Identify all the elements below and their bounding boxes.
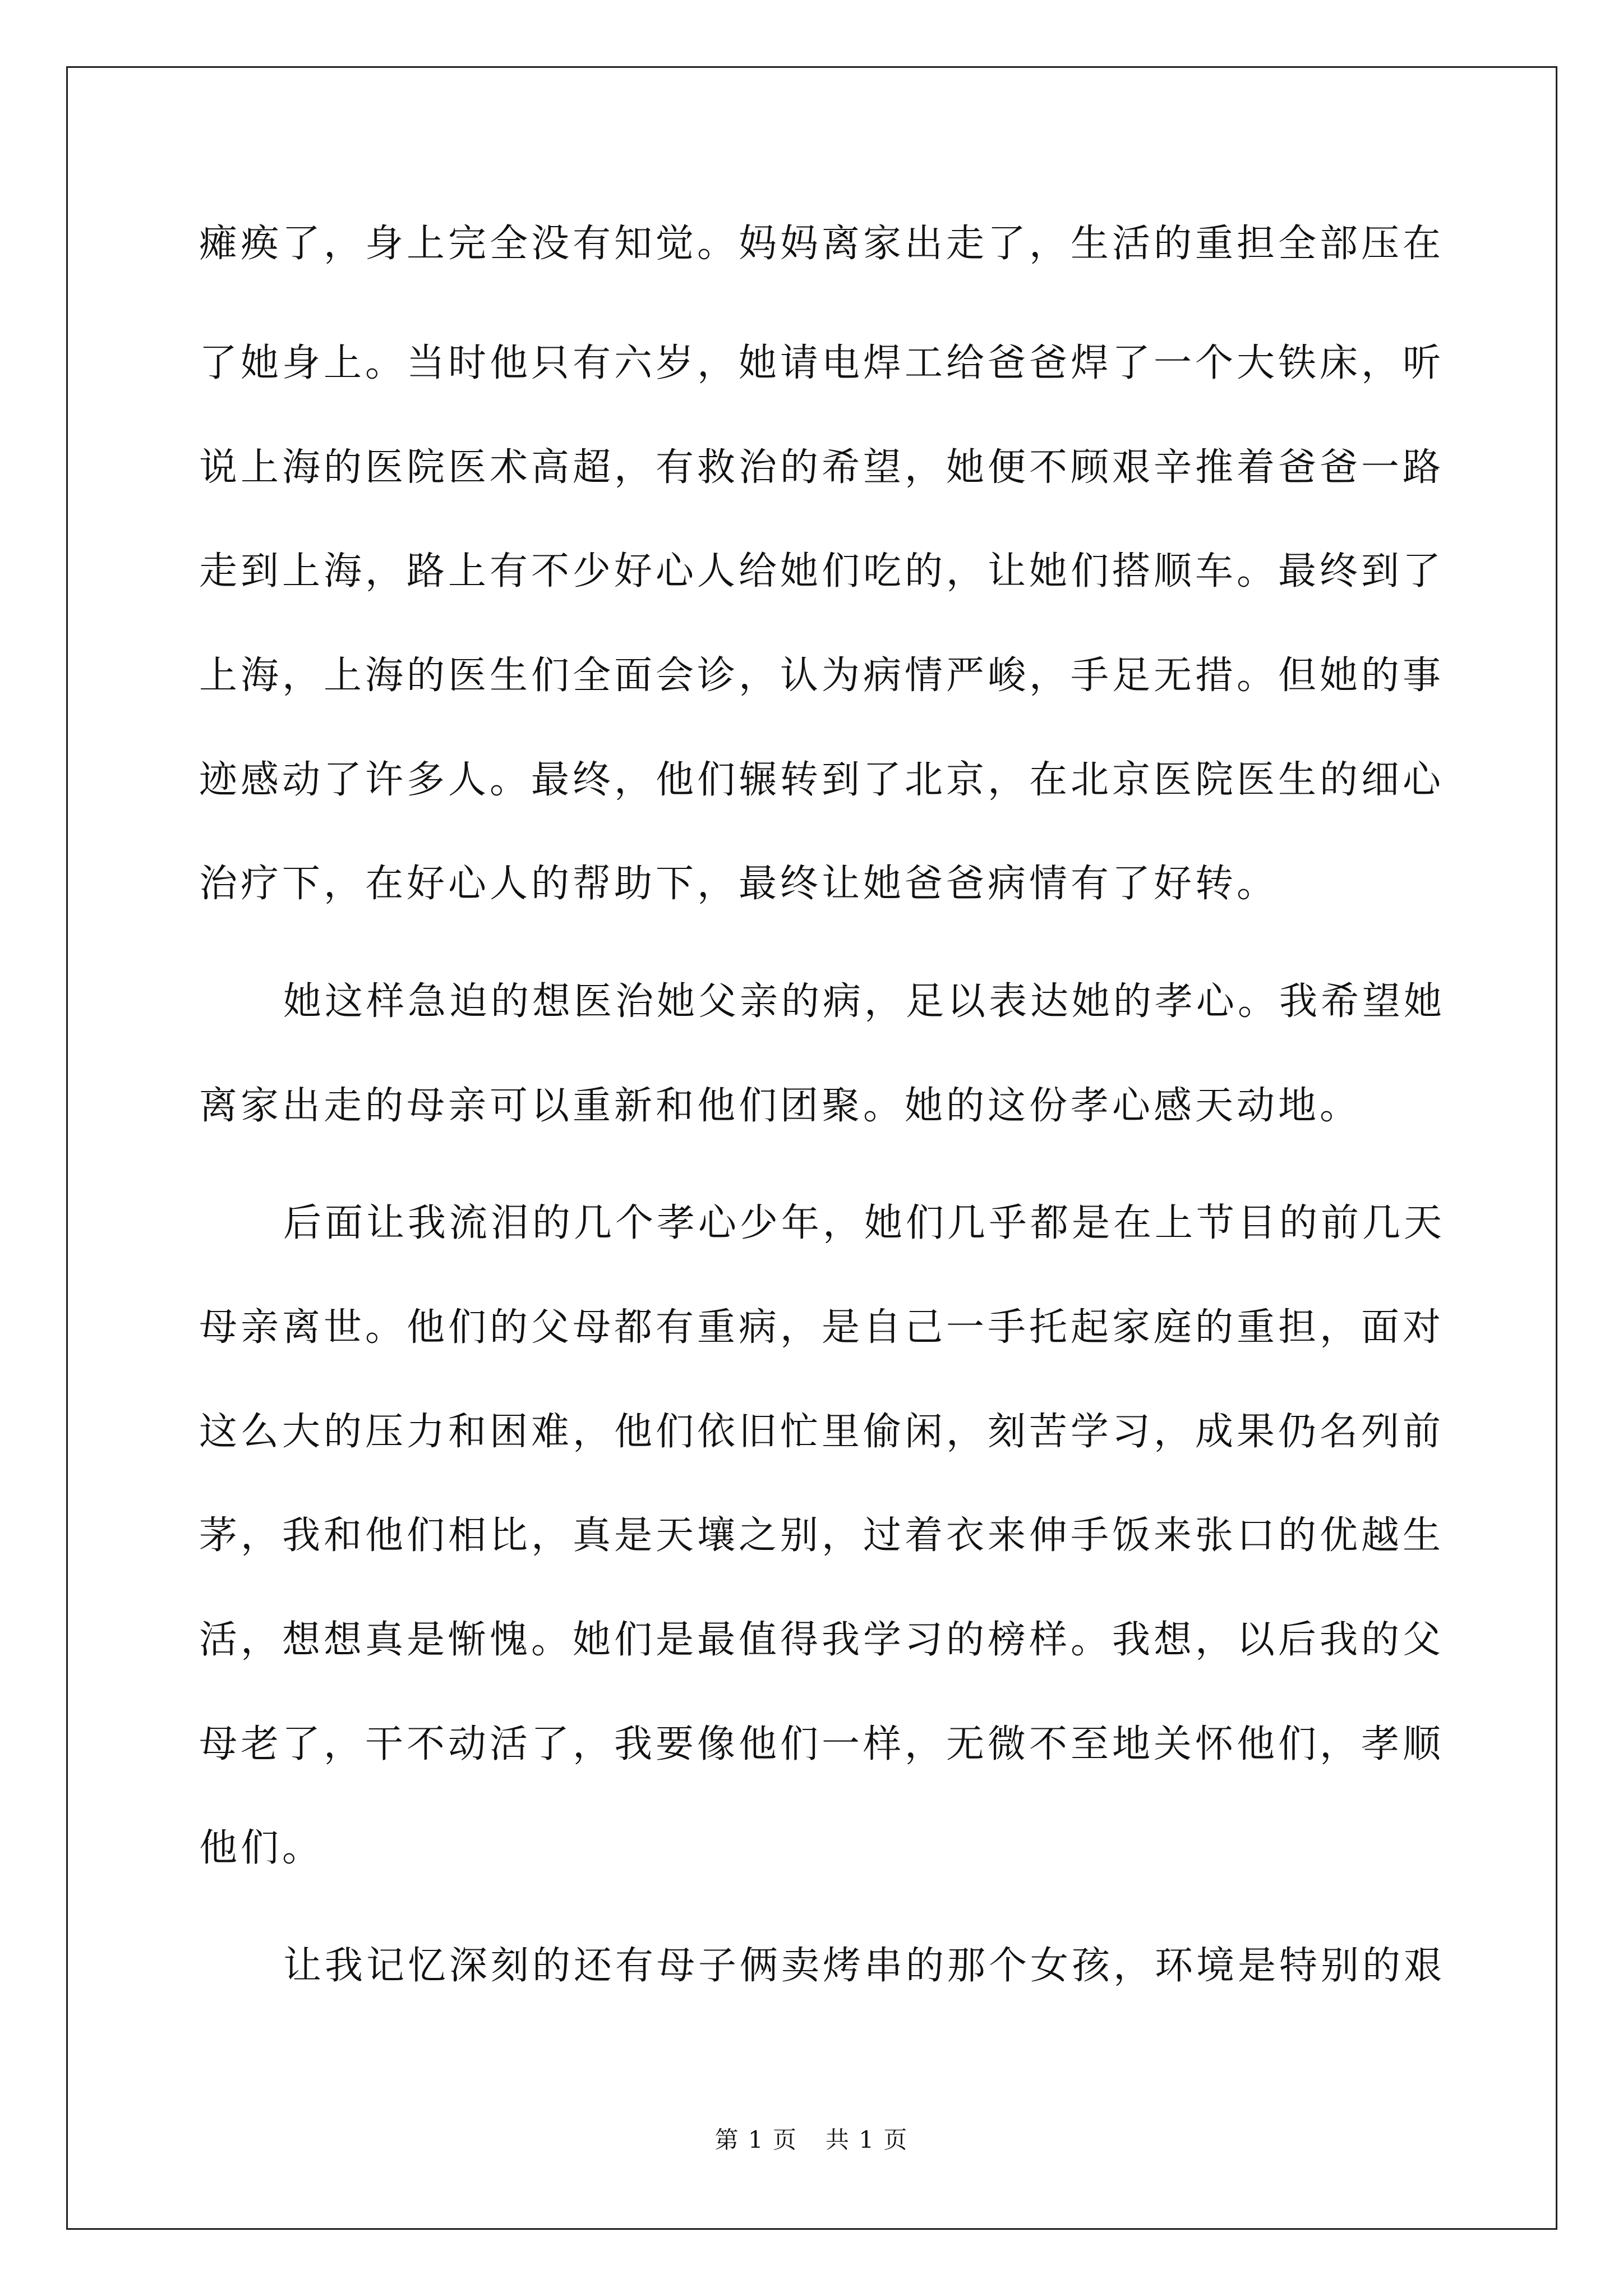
text-line: 了她身上。当时他只有六岁，她请电焊工给爸爸焊了一个大铁床，听 — [199, 341, 1445, 385]
paragraph-first-line: 后面让我流泪的几个孝心少年，她们几乎都是在上节目的前几天 — [283, 1201, 1446, 1245]
page-number: 第 1 页 — [714, 2126, 797, 2154]
paragraph-first-line: 她这样急迫的想医治她父亲的病，足以表达她的孝心。我希望她 — [283, 979, 1446, 1024]
page-total: 共 1 页 — [826, 2126, 909, 2154]
text-line: 母老了，干不动活了，我要像他们一样，无微不至地关怀他们，孝顺 — [199, 1722, 1445, 1766]
text-line: 瘫痪了，身上完全没有知觉。妈妈离家出走了，生活的重担全部压在 — [199, 222, 1445, 266]
text-line: 走到上海，路上有不少好心人给她们吃的，让她们搭顺车。最终到了 — [199, 549, 1445, 593]
text-line: 母亲离世。他们的父母都有重病，是自己一手托起家庭的重担，面对 — [199, 1305, 1445, 1350]
text-line: 茅，我和他们相比，真是天壤之别，过着衣来伸手饭来张口的优越生 — [199, 1513, 1445, 1558]
text-line: 活，想想真是惭愧。她们是最值得我学习的榜样。我想，以后我的父 — [199, 1618, 1445, 1662]
text-line: 他们。 — [199, 1826, 324, 1870]
text-line: 治疗下，在好心人的帮助下，最终让她爸爸病情有了好转。 — [199, 862, 1279, 906]
text-line: 离家出走的母亲可以重新和他们团聚。她的这份孝心感天动地。 — [199, 1084, 1362, 1128]
text-line: 说上海的医院医术高超，有救治的希望，她便不顾艰辛推着爸爸一路 — [199, 445, 1445, 490]
text-line: 上海，上海的医生们全面会诊，认为病情严峻，手足无措。但她的事 — [199, 654, 1445, 698]
text-line: 迹感动了许多人。最终，他们辗转到了北京，在北京医院医生的细心 — [199, 758, 1445, 802]
page-footer — [0, 2126, 1623, 2154]
page-border — [66, 66, 1557, 2230]
paragraph-first-line: 让我记忆深刻的还有母子俩卖烤串的那个女孩，环境是特别的艰 — [283, 1944, 1446, 1988]
text-line: 这么大的压力和困难，他们依旧忙里偷闲，刻苦学习，成果仍名列前 — [199, 1410, 1445, 1454]
